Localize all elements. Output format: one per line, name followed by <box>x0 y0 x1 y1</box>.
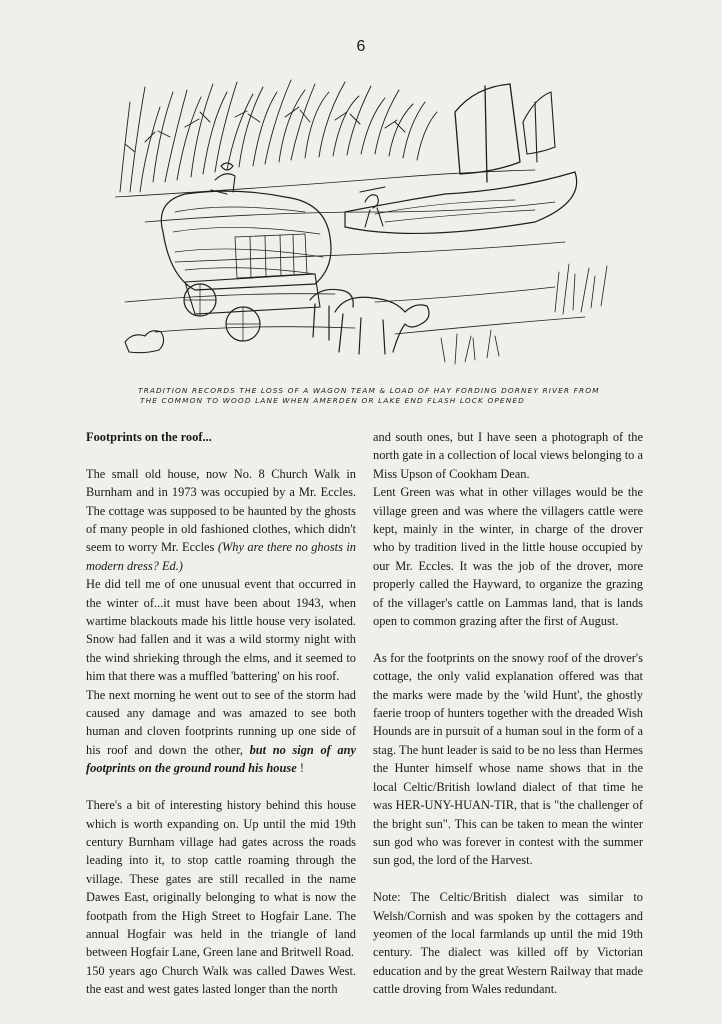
left-column <box>86 428 356 999</box>
paragraph-1-text: The small old house, now No. 8 Church Walk in Burnham and in 1973 was occupied by a Mr. Eccles. The cottage was supposed to be haunted by the ghosts of many people in old fashioned clothes, which didn't seem to worry Mr. Eccles <box>86 466 356 555</box>
paragraph-4: There's a bit of interesting history behind this house which is worth expanding on. Up until the mid 19th century Burnham village had gates across the roads leading into it, to stop cattle roaming through the village. These gates are still recalled in the name Dawes East, originally belonging to what is now the footpath from the High Street to Hogfair Lane. The annual Hogfair was held in the triangle of land between Hogfair Lane, Green lane and Britwell Road. <box>86 798 356 960</box>
caption-line-2: THE COMMON TO WOOD LANE WHEN AMERDEN OR LAKE END FLASH LOCK OPENED <box>140 396 525 405</box>
paragraph-6: Lent Green was what in other villages would be the village green and was where the villagers cattle were kept, mainly in the winter, in charge of the drover who by tradition lived in the little house occupied by our Mr. Eccles. It was the job of the drover, more properly called the Hayward, to organize the grazing of the villager's cattle on Lammas land, that is lands open to common grazing after the first of August. <box>373 485 643 629</box>
caption-line-1: TRADITION RECORDS THE LOSS OF A WAGON TEAM & LOAD OF HAY FORDING DORNEY RIVER FROM <box>138 386 600 395</box>
editor-note: (Why are there no ghosts in modern dress? Ed.) <box>86 540 356 573</box>
paragraph-3-end: ! <box>296 761 304 776</box>
paragraph-3 <box>86 686 356 778</box>
paragraph-3-text: The next morning he went out to see of the storm had caused any damage and was amazed to see both human and cloven footprints running up one side of his roof and down the other, <box>86 687 356 757</box>
hay-wagon-river-sketch-icon <box>115 62 615 382</box>
paragraph-8: Note: The Celtic/British dialect was similar to Welsh/Cornish and was spoken by the cottagers and yeomen of the local farmlands up until the mid 19th century. The dialect was killed off by Victorian education and by the great Western Railway that made cattle droving from Wales redundant. <box>373 890 643 997</box>
page-number: 6 <box>356 38 366 55</box>
paragraph-5-continued: and south ones, but I have seen a photograph of the north gate in a collection of local views belonging to a Miss Upson of Cookham Dean. <box>373 430 643 481</box>
right-column <box>373 428 643 999</box>
article-heading: Footprints on the roof... <box>86 430 212 444</box>
paragraph-3-emphasis: but no sign of any footprints on the ground round his house <box>86 742 357 776</box>
illustration-caption <box>138 386 608 406</box>
paragraph-7: As for the footprints on the snowy roof of the drover's cottage, the only valid explanation offered was that the marks were made by the 'wild Hunt', the ghostly faerie troop of hunters together with the dreaded Wish Hounds are in pursuit of a human soul in the form of a stag. The hunt leader is said to be no less than Hermes the Hunter himself whose name shows that in the local Celtic/British lowland dialect of that time he was HER-UNY-HUAN-TIR, that is "the challenger of the bright sun". This can be taken to mean the winter sun god who was forever in contest with the summer sun god, the lord of the Harvest. <box>373 650 643 868</box>
paragraph-2: He did tell me of one unusual event that occurred in the winter of...it must have been about 1943, when wartime blackouts made his little house very isolated. Snow had fallen and it was a wild stormy night with the wind shrieking through the elms, and it seemed to him that there was a muffled 'battering' on his roof. <box>86 577 356 684</box>
paragraph-5-start: 150 years ago Church Walk was called Dawes West. the east and west gates lasted longer than the north <box>86 963 356 997</box>
paragraph-1 <box>86 465 356 575</box>
